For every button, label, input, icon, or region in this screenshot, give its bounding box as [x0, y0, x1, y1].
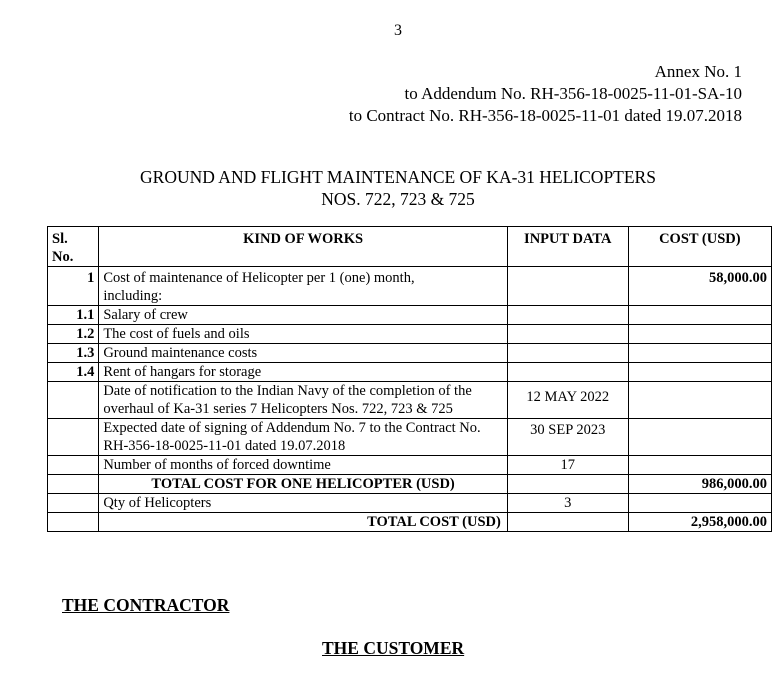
header-cost: COST (USD)	[628, 227, 771, 267]
contractor-signature-label: THE CONTRACTOR	[62, 595, 230, 615]
table-row	[48, 363, 772, 382]
customer-signature-label: THE CUSTOMER	[322, 638, 465, 658]
total-one-helicopter-cost: 986,000.00	[628, 475, 771, 494]
table-row	[48, 306, 772, 325]
row-input: 3	[507, 494, 628, 513]
table-row	[48, 267, 772, 306]
annex-line-1: Annex No. 1	[654, 62, 742, 81]
table-row	[48, 325, 772, 344]
header-kind-of-works: KIND OF WORKS	[99, 227, 508, 267]
row-input	[507, 513, 628, 532]
row-cost	[628, 382, 771, 419]
title-line-1: GROUND AND FLIGHT MAINTENANCE OF KA-31 HELICOPTERS	[140, 167, 656, 187]
maintenance-cost-table	[47, 226, 772, 532]
row-sl: 1.1	[48, 306, 99, 325]
row-sl	[48, 513, 99, 532]
annex-line-2: to Addendum No. RH-356-18-0025-11-01-SA-10	[404, 84, 742, 103]
document-title	[0, 166, 774, 210]
row-sl: 1.2	[48, 325, 99, 344]
title-line-2: NOS. 722, 723 & 725	[321, 189, 475, 209]
total-cost-value: 2,958,000.00	[628, 513, 771, 532]
row-cost	[628, 325, 771, 344]
row-kind: Date of notification to the Indian Navy of the completion of the overhaul of Ka-31 series 7 Helicopters Nos. 722, 723 & 725	[99, 382, 508, 419]
row-kind: The cost of fuels and oils	[99, 325, 508, 344]
row-input	[507, 363, 628, 382]
row-input: 17	[507, 456, 628, 475]
row-cost	[628, 306, 771, 325]
row-cost	[628, 363, 771, 382]
table-header-row	[48, 227, 772, 267]
table-row	[48, 456, 772, 475]
row-input	[507, 475, 628, 494]
table-row	[48, 382, 772, 419]
row-sl: 1.4	[48, 363, 99, 382]
row-sl	[48, 456, 99, 475]
row-cost: 58,000.00	[628, 267, 771, 306]
table-row	[48, 513, 772, 532]
row-sl	[48, 475, 99, 494]
row-kind: Number of months of forced downtime	[99, 456, 508, 475]
row-kind: Ground maintenance costs	[99, 344, 508, 363]
row-input	[507, 267, 628, 306]
row-input	[507, 306, 628, 325]
row-kind: Salary of crew	[99, 306, 508, 325]
total-cost-label: TOTAL COST (USD)	[99, 513, 508, 532]
row-cost	[628, 456, 771, 475]
table-row	[48, 419, 772, 456]
header-sl-no: Sl. No.	[48, 227, 99, 267]
row-input	[507, 344, 628, 363]
total-one-helicopter-label: TOTAL COST FOR ONE HELICOPTER (USD)	[99, 475, 508, 494]
row-cost	[628, 344, 771, 363]
row-kind: Rent of hangars for storage	[99, 363, 508, 382]
row-sl	[48, 382, 99, 419]
table-row	[48, 344, 772, 363]
row-kind: Cost of maintenance of Helicopter per 1 (one) month, including:	[99, 267, 508, 306]
row-cost	[628, 419, 771, 456]
row-sl	[48, 494, 99, 513]
row-input	[507, 325, 628, 344]
header-input-data: INPUT DATA	[507, 227, 628, 267]
row-sl	[48, 419, 99, 456]
row-sl: 1.3	[48, 344, 99, 363]
row-kind: Qty of Helicopters	[99, 494, 508, 513]
row-sl: 1	[48, 267, 99, 306]
table-row	[48, 494, 772, 513]
annex-header	[349, 61, 742, 127]
table-row	[48, 475, 772, 494]
annex-line-3: to Contract No. RH-356-18-0025-11-01 dated 19.07.2018	[348, 106, 742, 125]
row-input: 30 SEP 2023	[507, 419, 628, 456]
row-input: 12 MAY 2022	[507, 382, 628, 419]
page-number: 3	[394, 22, 402, 39]
row-kind: Expected date of signing of Addendum No. 7 to the Contract No. RH-356-18-0025-11-01 dated 19.07.2018	[99, 419, 508, 456]
row-cost	[628, 494, 771, 513]
